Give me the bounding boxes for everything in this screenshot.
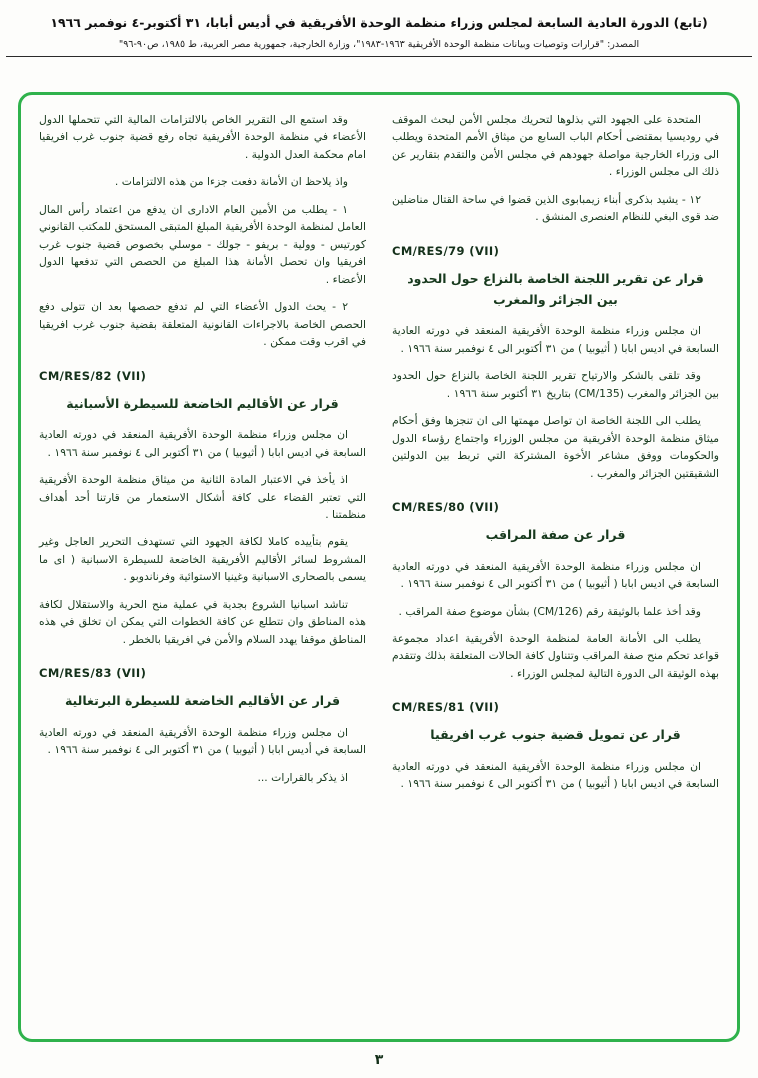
paragraph: وقد استمع الى التقرير الخاص بالالتزامات المالية التي تتحملها الدول الأعضاء في منظمة الوحدة الأفريقية تجاه رفع قضية جنوب غرب افريقيا امام محكمة العدل الدولية .: [39, 113, 366, 161]
two-column-layout: [39, 111, 719, 1023]
paragraph: المتحدة على الجهود التي بذلوها لتحريك مجلس الأمن لبحث الموقف في روديسيا بمقتضى أحكام الباب السابع من ميثاق الأمم المتحدة ويطلب الى وزراء الخارجية مواصلة جهودهم في مجلس الأمن والتقدم بتقارير عن ذلك الى مجلس الوزراء .: [392, 113, 719, 179]
document-header: [0, 0, 758, 50]
paragraph: ١ - يطلب من الأمين العام الادارى ان يدفع من اعتماد رأس المال العامل لمنظمة الوحدة الأفريقية المبلغ المتبقى المستحق للمكتب القانوني كورتيس - وولية - بريفو - جولك - موسلي بخصوص قضية جنوب غرب افريقيا وان تحصل الأمانة هذا المبلغ من الحصص التي تدفعها الدول الأعضاء .: [39, 202, 366, 286]
resolution-heading: قرار عن الأقاليم الخاضعة للسيطرة الأسبانية: [66, 395, 339, 411]
paragraph: يطلب الى الأمانة العامة لمنظمة الوحدة الأفريقية اعداد مجموعة قواعد تحكم منح صفة المراقب وتتناول كافة الحالات المتعلقة بذلك وتتقدم بهذه الوثيقة الى الدورة التالية لمجلس الوزراء .: [392, 631, 719, 680]
paragraph: يقوم بتأييده كاملا لكافة الجهود التي تستهدف التحرير العاجل وغير المشروط لسائر الأقاليم الأفريقية الخاضعة للسيطرة الاسبانية ( اى ما يسمى بالصحارى الاسبانية وغينيا الاستوائية وفرناندوبو .: [39, 535, 366, 584]
paragraph: اذ يذكر بالقرارات ...: [257, 770, 348, 784]
paragraph: ان مجلس وزراء منظمة الوحدة الأفريقية المنعقد في دورته العادية السابعة في اديس ابابا ( أثيوبيا ) من ٣١ أكتوبر الى ٤ نوفمبر سنة ١٩٦٦ .: [392, 759, 719, 791]
paragraph: ان مجلس وزراء منظمة الوحدة الأفريقية المنعقد في دورته العادية السابعة في اديس ابابا ( أثيوبيا ) من ٣١ أكتوبر الى ٤ نوفمبر سنة ١٩٦٦ .: [39, 428, 366, 459]
resolution-code: CM/RES/79 (VII): [392, 243, 500, 258]
document-source: المصدر: "قرارات وتوصيات وبيانات منظمة الوحدة الأفريقية ١٩٦٣-١٩٨٣"، وزارة الخارجية، جمهورية مصر العربية، ط ١٩٨٥، ص٩٠-٩٦": [118, 38, 640, 50]
paragraph: تناشد اسبانيا الشروع بجدية في عملية منح الحرية والاستقلال لكافة هذه المناطق وان تتطلع عن كافة الخطوات التي يمكن ان تخلق في هذه المناطق موقفا يهدد السلام والأمن في افريقيا بالخطر .: [39, 597, 366, 646]
column-left: [39, 111, 366, 1023]
resolution-heading: قرار عن تمويل قضية جنوب غرب افريقيا: [430, 727, 681, 743]
paragraph: اذ يأخذ في الاعتبار المادة الثانية من ميثاق منظمة الوحدة الأفريقية التي تعتبر القضاء على كافة أشكال الاستعمار من قارتنا أحد أهداف منظمتنا .: [39, 473, 366, 521]
resolution-heading: قرار عن تقرير اللجنة الخاصة بالنزاع حول الحدود بين الجزائر والمغرب: [407, 270, 704, 308]
resolution-heading: قرار عن صفة المراقب: [485, 527, 626, 543]
page-number: ٣: [374, 1052, 384, 1068]
paragraph: واذ يلاحظ ان الأمانة دفعت جزءا من هذه الالتزامات .: [114, 175, 348, 189]
paragraph: ان مجلس وزراء منظمة الوحدة الأفريقية المنعقد في دورته العادية السابعة في اديس ابابا ( أثيوبيا ) من ٣١ أكتوبر الى ٤ نوفمبر سنة ١٩٦٦ .: [392, 324, 719, 355]
resolution-code: CM/RES/80 (VII): [392, 500, 500, 515]
paragraph: وقد تلقى بالشكر والارتياح تقرير اللجنة الخاصة بالنزاع حول الحدود بين الجزائر والمغرب (CM/135) بتاريخ ٣١ أكتوبر سنة ١٩٦٦ .: [392, 369, 719, 400]
resolution-code: CM/RES/81 (VII): [392, 700, 500, 715]
green-border-content-box: [18, 92, 740, 1042]
paragraph: ٢ - يحث الدول الأعضاء التي لم تدفع حصصها بعد ان تتولى دفع الحصص الخاصة بالاجراءات القانونية المتعلقة بقضية جنوب غرب افريقيا في اقرب وقت ممكن .: [39, 300, 366, 349]
paragraph: ان مجلس وزراء منظمة الوحدة الأفريقية المنعقد في دورته العادية السابعة في اديس ابابا ( أثيوبيا ) من ٣١ أكتوبر الى ٤ نوفمبر سنة ١٩٦٦ .: [392, 559, 719, 591]
resolution-code: CM/RES/83 (VII): [39, 666, 147, 681]
column-right: [392, 111, 719, 1023]
resolution-heading: قرار عن الأقاليم الخاضعة للسيطرة البرتغالية: [64, 693, 341, 709]
paragraph: يطلب الى اللجنة الخاصة ان تواصل مهمتها الى ان تنجزها وفق أحكام ميثاق منظمة الوحدة الأفريقية من مجلس الوزراء واجتماع رؤساء الدول والحكومات ووفق مشاعر الأخوة المشتركة التي تربط بين الدولتين الشقيقتين الجزائر والمغرب .: [392, 414, 719, 480]
paragraph: ان مجلس وزراء منظمة الوحدة الأفريقية المنعقد في دورته العادية السابعة في أديس ابابا ( أثيوبيا ) من ٣١ أكتوبر الى ٤ نوفمبر سنة ١٩٦٦ .: [39, 725, 366, 757]
paragraph: وقد أخذ علما بالوثيقة رقم (CM/126) بشأن موضوع صفة المراقب .: [398, 604, 701, 618]
resolution-code: CM/RES/82 (VII): [39, 368, 147, 383]
paragraph: ١٢ - يشيد بذكرى أبناء زيمبابوى الذين قضوا في ساحة القتال مناضلين ضد قوى البغي للنظام العنصرى المنشق .: [392, 192, 719, 224]
document-title: (تابع) الدورة العادية السابعة لمجلس وزراء منظمة الوحدة الأفريقية في أديس أبابا، ٣١ أكتوبر-٤ نوفمبر ١٩٦٦: [50, 15, 708, 30]
header-divider: [6, 56, 752, 57]
